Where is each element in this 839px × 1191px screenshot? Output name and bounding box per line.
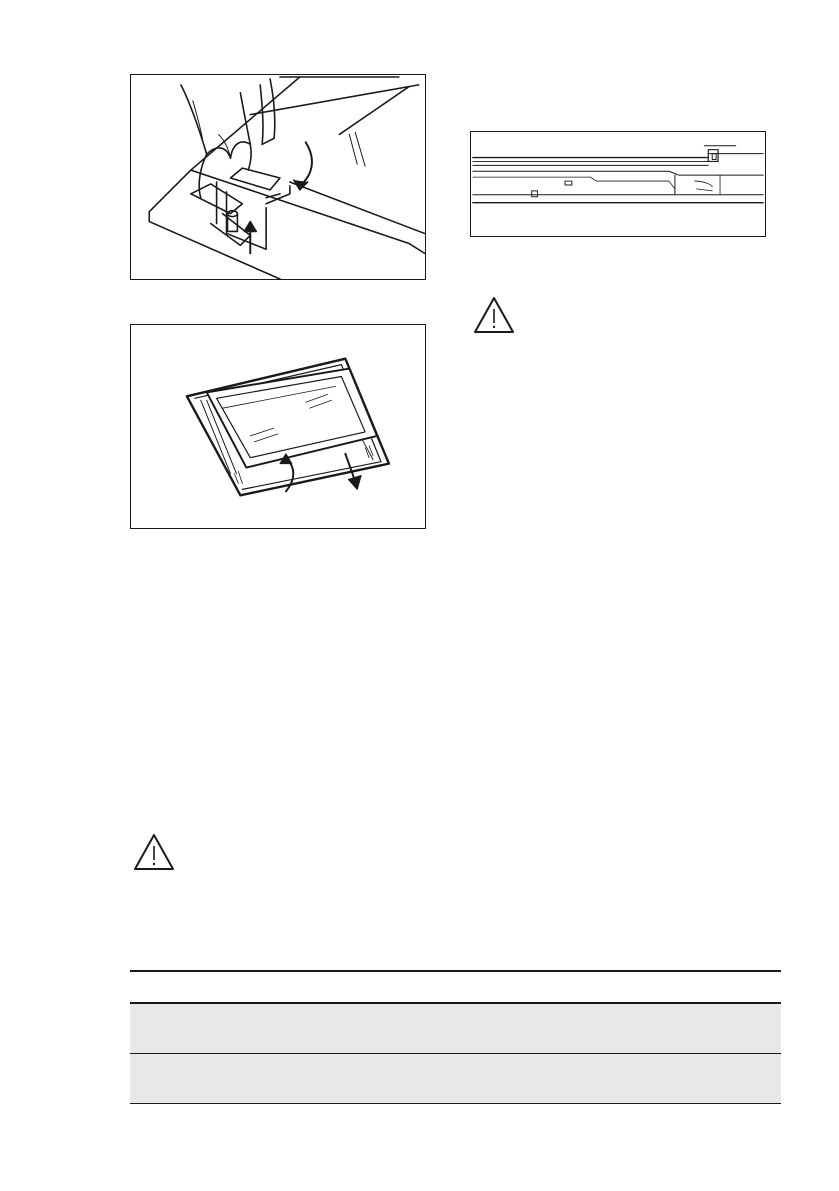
door-hinge-figure: [130, 74, 426, 280]
table-row: [130, 1054, 781, 1104]
door-glass-figure: [130, 324, 426, 529]
door-glass-illustration: [131, 325, 425, 528]
door-seal-figure: [470, 131, 766, 237]
door-seal-illustration: [471, 132, 765, 236]
table-header-row: [130, 970, 781, 1004]
warning-triangle-icon: [472, 295, 516, 335]
data-table: [130, 970, 781, 1104]
warning-triangle-icon: [132, 832, 176, 872]
door-hinge-illustration: [131, 75, 425, 279]
table-row: [130, 1004, 781, 1054]
